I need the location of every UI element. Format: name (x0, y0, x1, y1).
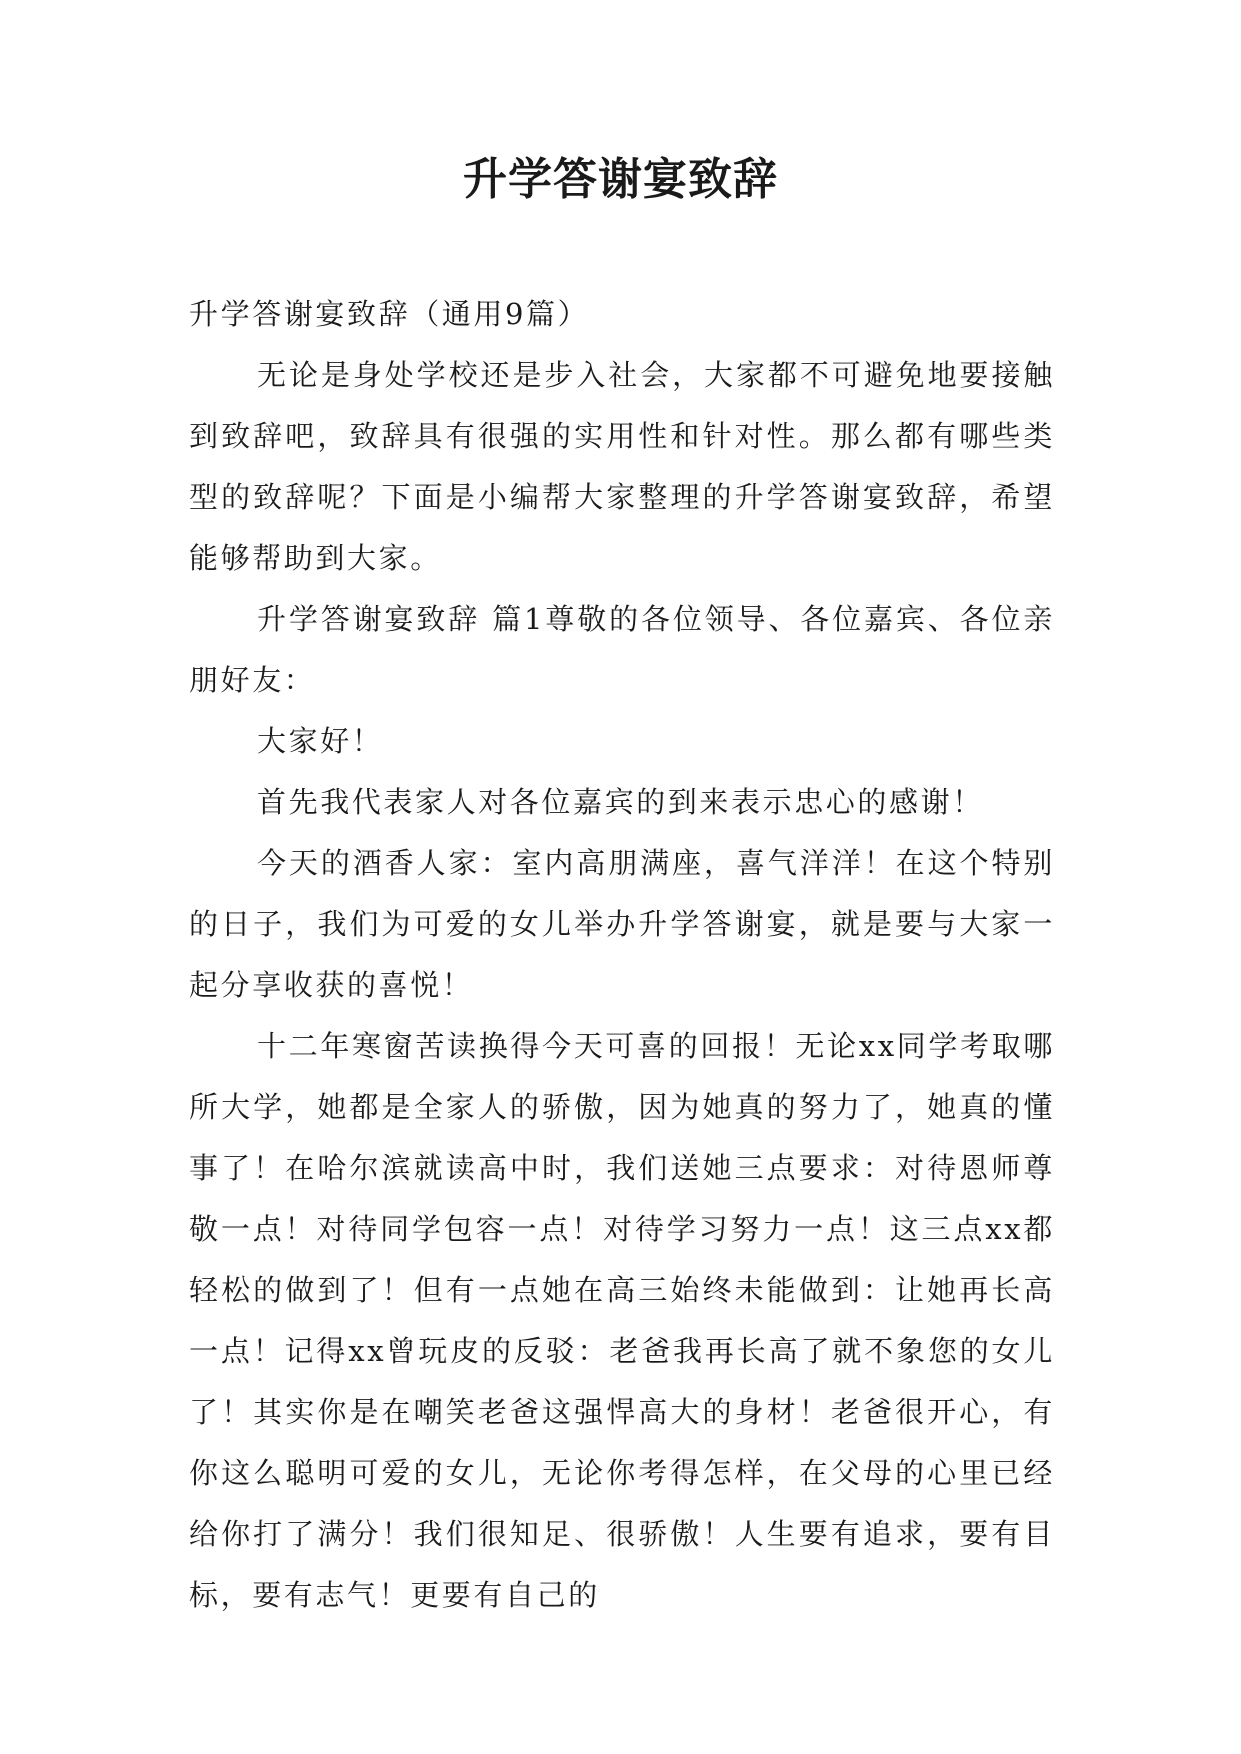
paragraph-intro: 无论是身处学校还是步入社会，大家都不可避免地要接触到致辞吧，致辞具有很强的实用性和针对性。那么都有哪些类型的致辞呢？下面是小编帮大家整理的升学答谢宴致辞，希望能够帮助到大家。 (189, 358, 1055, 575)
paragraph-subtitle: 升学答谢宴致辞（通用9篇） (189, 297, 590, 331)
paragraph-greeting: 大家好！ (257, 724, 384, 758)
paragraph-story: 十二年寒窗苦读换得今天可喜的回报！无论xx同学考取哪所大学，她都是全家人的骄傲，因为她真的努力了，她真的懂事了！在哈尔滨就读高中时，我们送她三点要求：对待恩师尊敬一点！对待同学包容一点！对待学习努力一点！这三点xx都轻松的做到了！但有一点她在高三始终未能做到：让她再长高一点！记得xx曾玩皮的反驳：老爸我再长高了就不象您的女儿了！其实你是在嘲笑老爸这强悍高大的身材！老爸很开心，有你这么聪明可爱的女儿，无论你考得怎样，在父母的心里已经给你打了满分！我们很知足、很骄傲！人生要有追求，要有目标，要有志气！更要有自己的 (189, 1029, 1055, 1612)
paragraph-thanks: 首先我代表家人对各位嘉宾的到来表示忠心的感谢！ (257, 785, 984, 819)
paragraph-salutation: 升学答谢宴致辞 篇1尊敬的各位领导、各位嘉宾、各位亲朋好友： (189, 602, 1055, 697)
document-title: 升学答谢宴致辞 (463, 154, 778, 205)
document-body (189, 284, 1055, 1626)
paragraph-occasion: 今天的酒香人家：室内高朋满座，喜气洋洋！在这个特别的日子，我们为可爱的女儿举办升学答谢宴，就是要与大家一起分享收获的喜悦！ (189, 846, 1055, 1002)
